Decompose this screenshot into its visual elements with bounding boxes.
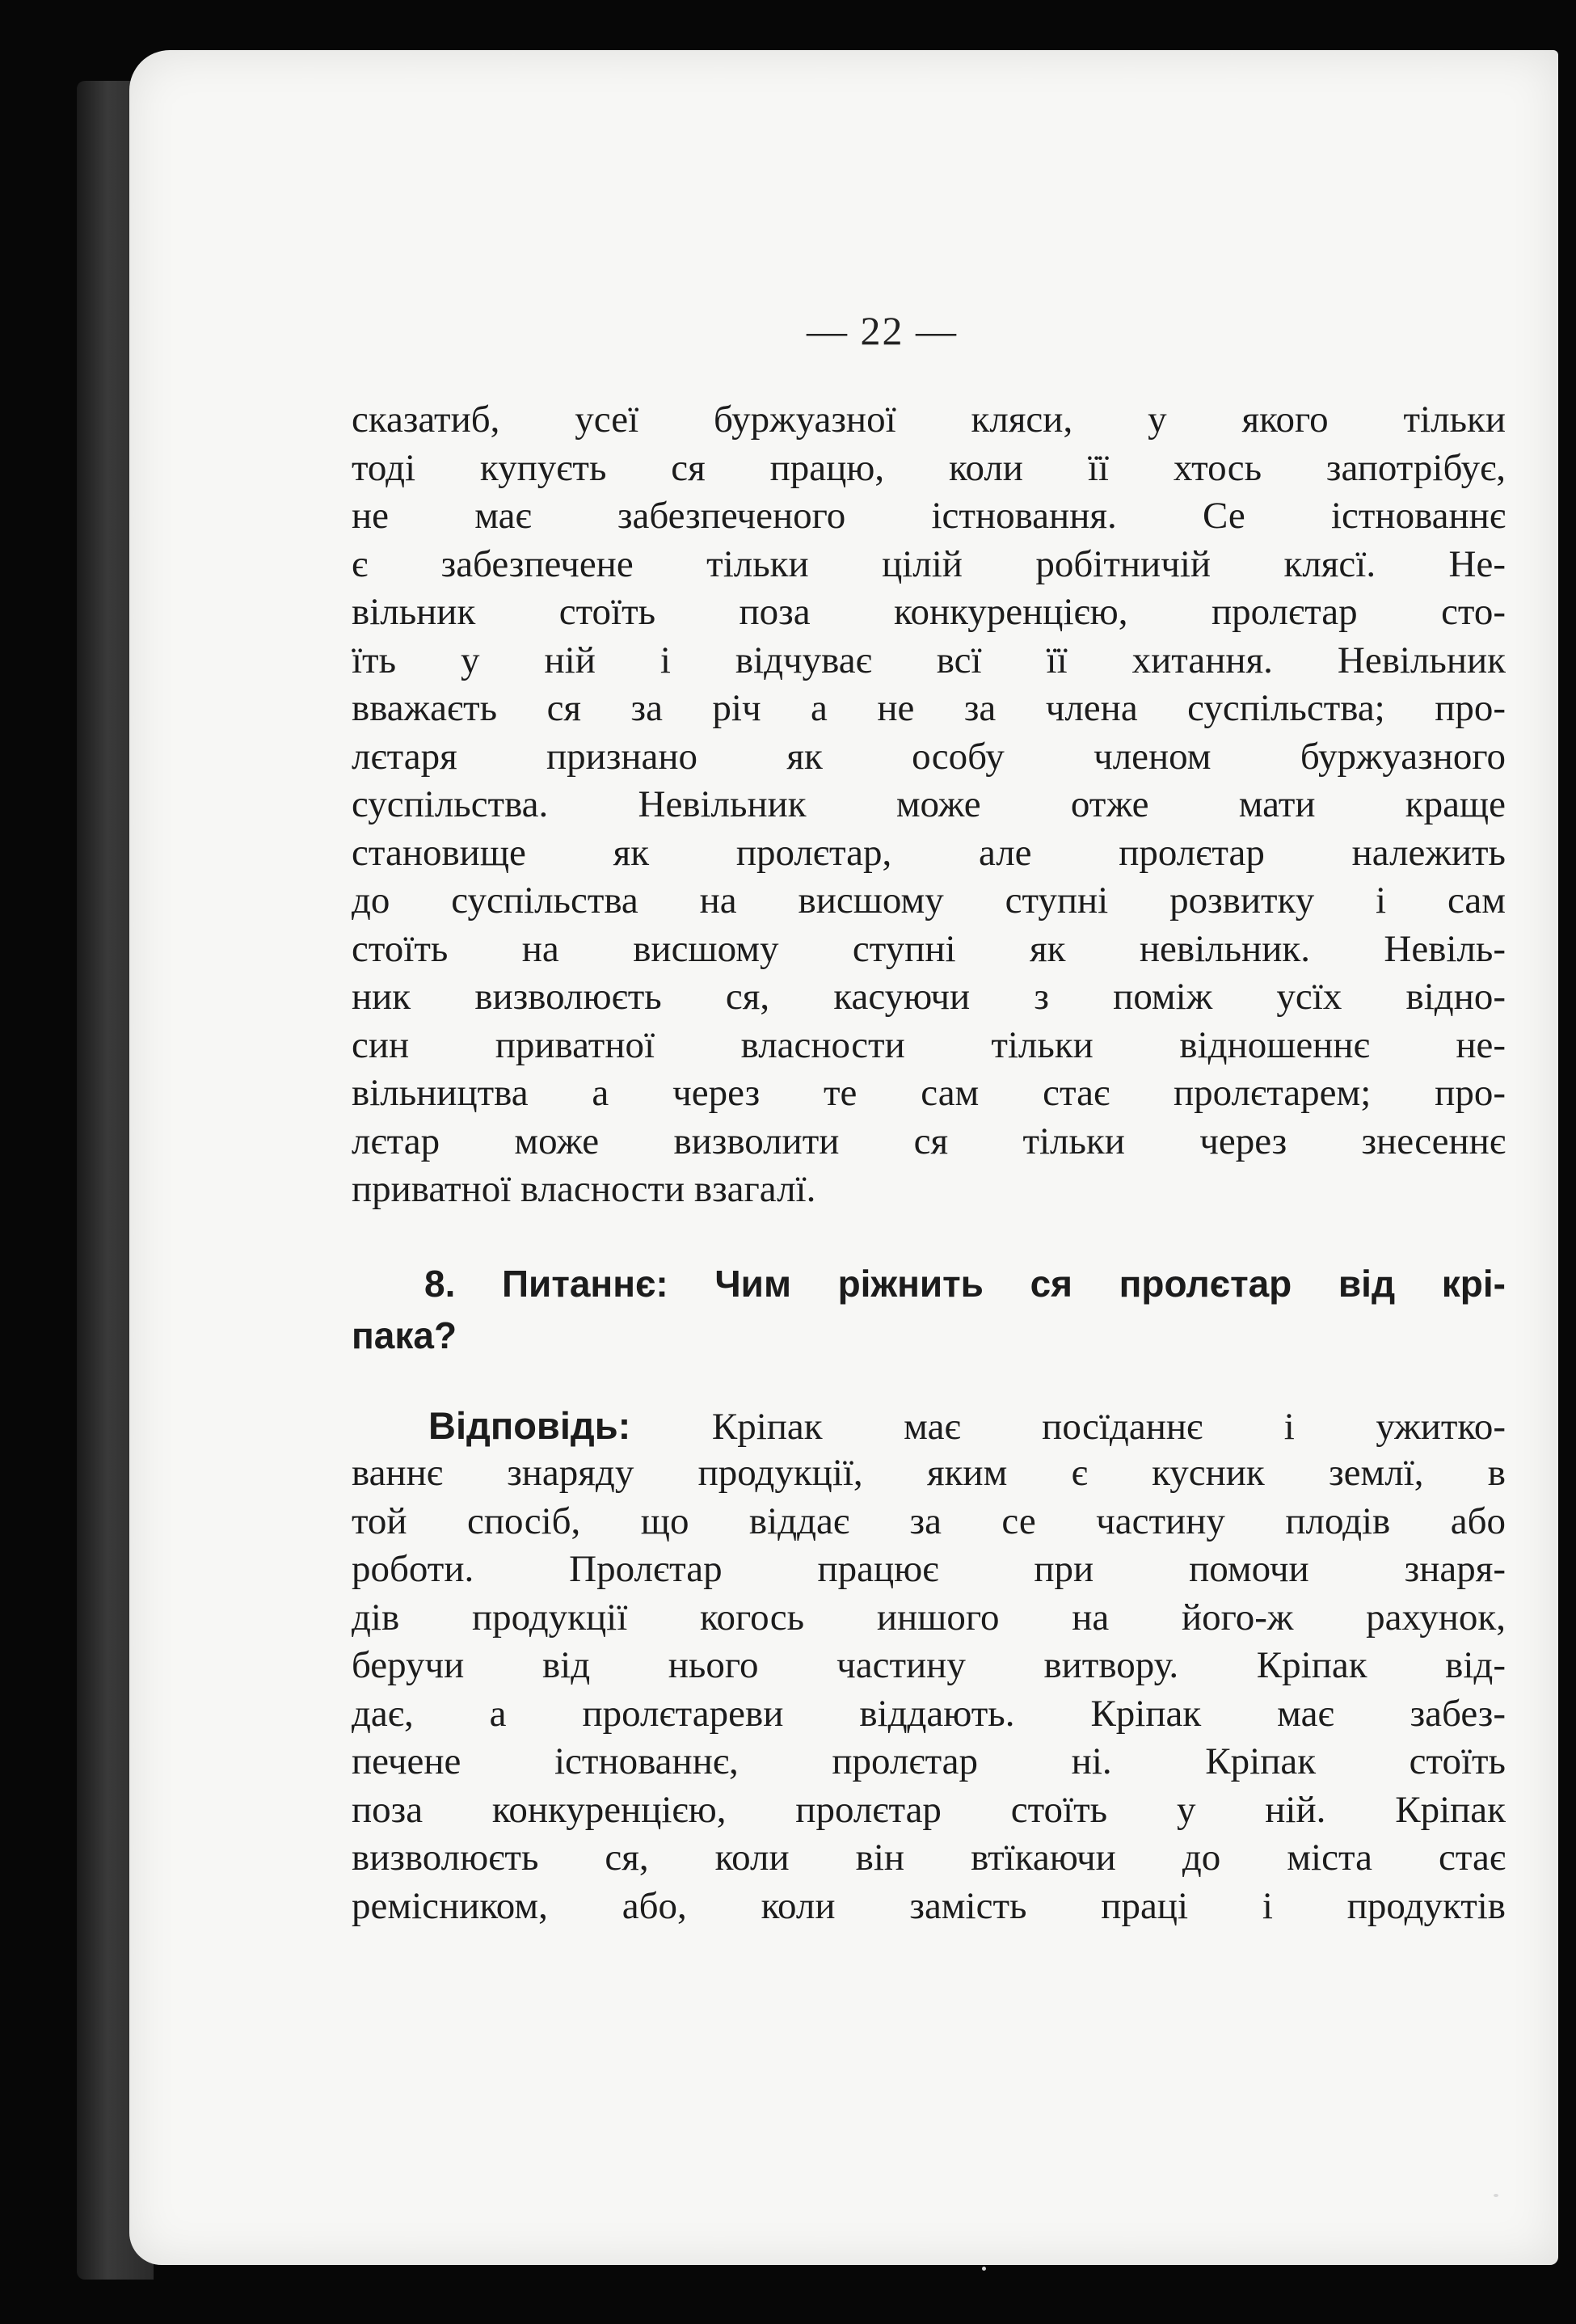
heading-line: пака?	[352, 1314, 457, 1356]
text-body	[352, 396, 1506, 1930]
text-line: поза конкуренцією, пролєтар стоїть у ній. Кріпак	[352, 1788, 1506, 1831]
text-line: приватної власности взагалї.	[352, 1168, 816, 1210]
heading-line: 8. Питаннє: Чим ріжнить ся пролєтар від крі-	[424, 1262, 1506, 1305]
text-line: стоїть на висшому ступні як невільник. Невіль-	[352, 927, 1506, 970]
text-line: ваннє знаряду продукції, яким є кусник землї, в	[352, 1452, 1506, 1494]
text-line: роботи. Пролєтар працює при помочи знаря-	[352, 1548, 1506, 1590]
paragraph-1	[352, 396, 1506, 1214]
text-line: ремісником, або, коли замість праці і продуктів	[352, 1884, 1506, 1927]
text-line: є забезпечене тільки цілій робітничій клясї. Не-	[352, 542, 1506, 585]
text-line: вільництва а через те сам стає пролєтарем; про-	[352, 1072, 1506, 1114]
text-line: вільник стоїть поза конкуренцією, пролєтар сто-	[352, 591, 1506, 633]
dust-speck	[982, 2267, 986, 2271]
text-line: лєтаря признано як особу членом буржуазного	[352, 735, 1506, 778]
answer-label: Відповідь:	[428, 1403, 631, 1447]
page-number: — 22 —	[807, 308, 958, 353]
text-line: становище як пролєтар, але пролєтар належить	[352, 831, 1506, 874]
text-line: син приватної власности тільки відношеннє не-	[352, 1023, 1506, 1066]
text-line: дів продукції когось иншого на його-ж рахунок,	[352, 1596, 1506, 1639]
question-8-heading	[352, 1258, 1506, 1361]
answer-first-line	[352, 1402, 1506, 1450]
text-line: дає, а пролєтареви віддають. Кріпак має забез-	[352, 1692, 1506, 1735]
text-line: той спосіб, що віддає за се частину плодів або	[352, 1499, 1506, 1542]
text-line: суспільства. Невільник може отже мати краще	[352, 783, 1506, 825]
text-line: беручи від нього частину витвору. Кріпак від-	[352, 1644, 1506, 1686]
text-line: сказатиб, усеї буржуазної кляси, у якого тільки	[352, 399, 1506, 441]
answer-paragraph	[352, 1402, 1506, 1931]
text-line: ник визволюєть ся, касуючи з поміж усїх відно-	[352, 976, 1506, 1018]
dust-speck	[1494, 2194, 1498, 2197]
text-line: не має забезпеченого істновання. Се істнованнє	[352, 495, 1506, 537]
text-line: тоді купуєть ся працю, коли її хтось запотрібує,	[352, 446, 1506, 489]
spacer	[352, 1214, 1506, 1258]
text-line: визволюєть ся, коли він втїкаючи до міста стає	[352, 1837, 1506, 1879]
text-line: до суспільства на висшому ступні розвитку і сам	[352, 879, 1506, 922]
spacer	[352, 1361, 1506, 1402]
answer-first-line-text: Кріпак має посїданнє і ужитко-	[711, 1405, 1506, 1448]
text-line: їть у ній і відчуває всї її хитання. Невільник	[352, 639, 1506, 681]
text-line: вважаєть ся за річ а не за члена суспільства; про-	[352, 687, 1506, 729]
text-line: лєтар може визволити ся тільки через знесеннє	[352, 1120, 1506, 1162]
text-line: печене істнованнє, пролєтар ні. Кріпак стоїть	[352, 1740, 1506, 1782]
